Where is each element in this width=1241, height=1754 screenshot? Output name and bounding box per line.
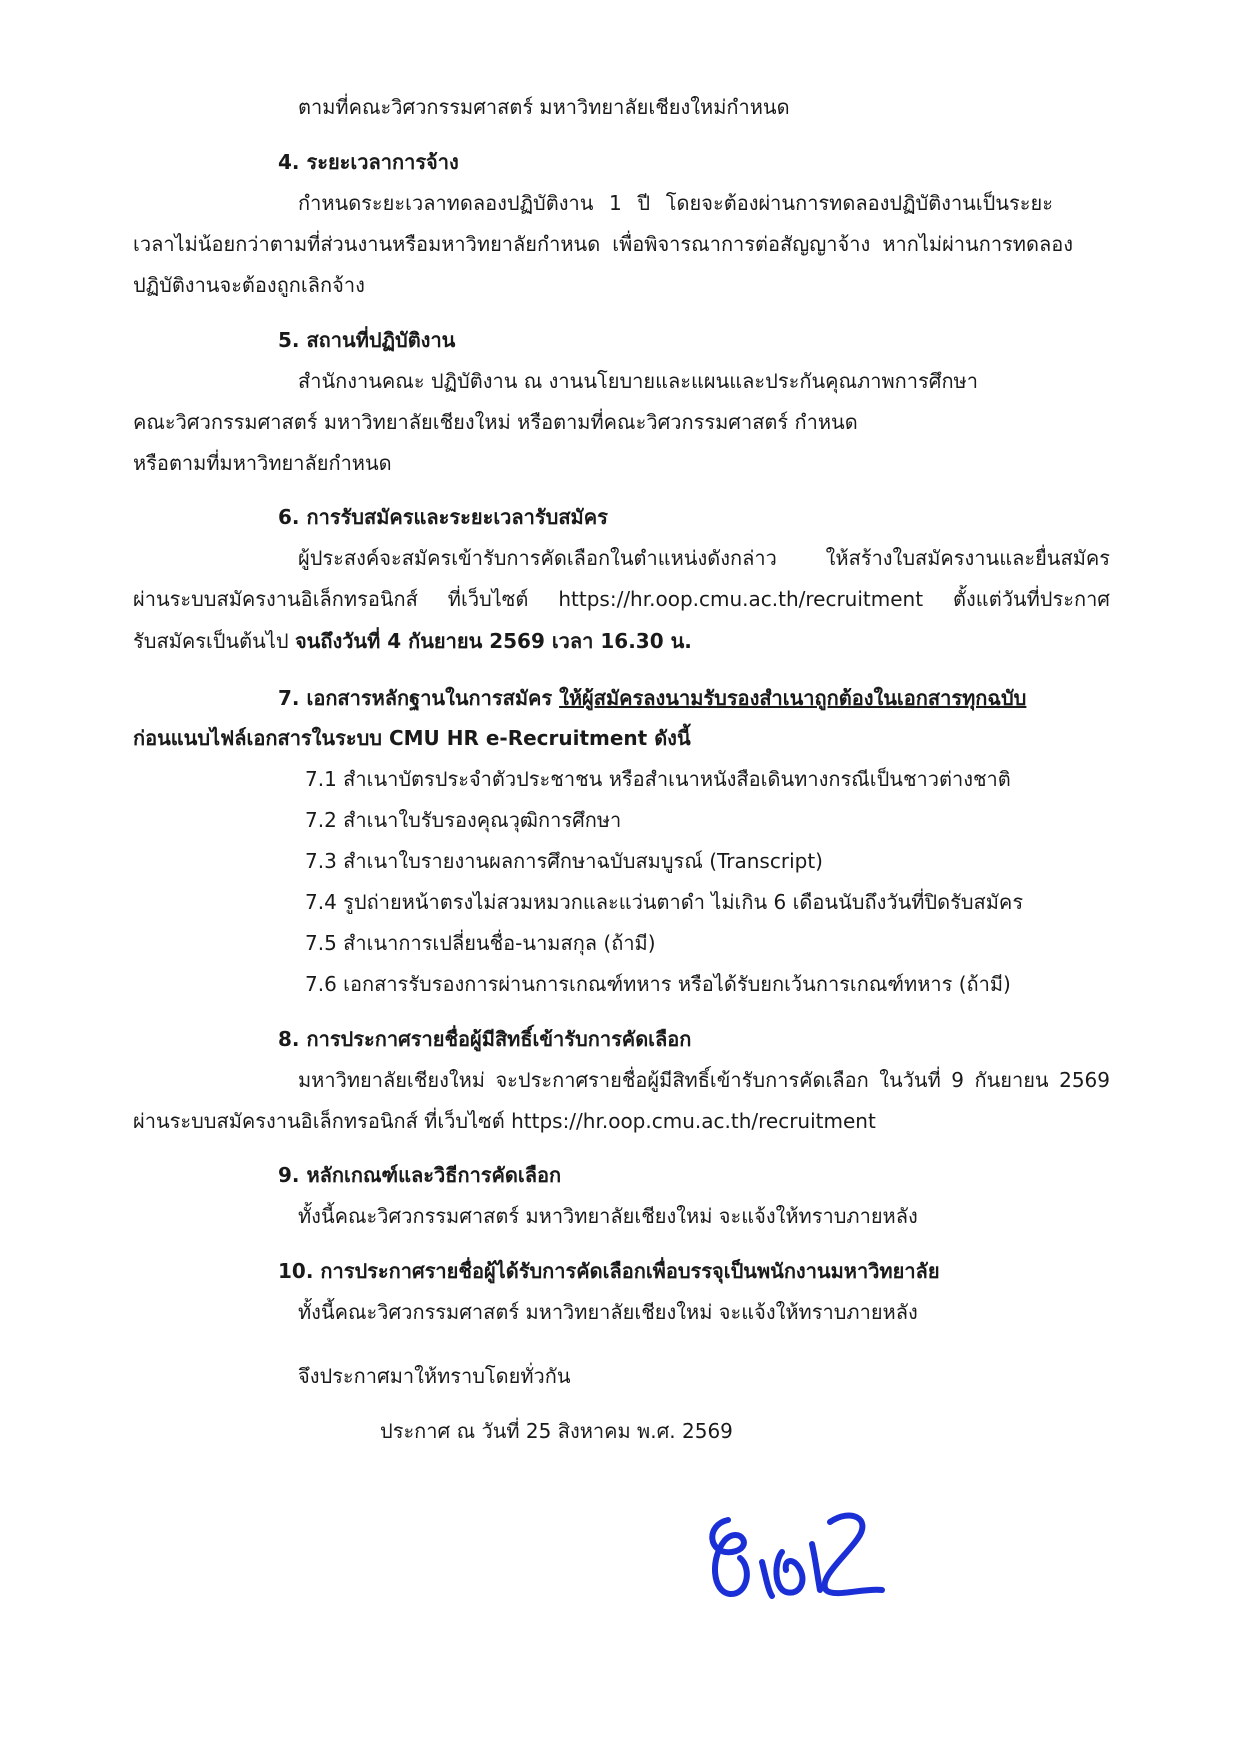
paragraph-line: เวลาไม่น้อยกว่าตามที่ส่วนงานหรือมหาวิทยาลัยกำหนด เพื่อพิจารณาการต่อสัญญาจ้าง หากไม่ผ่านการทดลอง: [133, 232, 1073, 256]
announcement-date: ประกาศ ณ วันที่ 25 สิงหาคม พ.ศ. 2569: [380, 1419, 733, 1443]
section-7-heading-text: 7. เอกสารหลักฐานในการสมัคร: [278, 686, 560, 710]
section-7-underlined-text: ให้ผู้สมัครลงนามรับรองสำเนาถูกต้องในเอกสารทุกฉบับ: [559, 686, 1027, 710]
section-6-heading: 6. การรับสมัครและระยะเวลารับสมัคร: [278, 505, 608, 529]
section-7-heading: [278, 683, 1026, 713]
paragraph-line: ผู้ประสงค์จะสมัครเข้ารับการคัดเลือกในตำแหน่งดังกล่าว ให้สร้างใบสมัครงานและยื่นสมัคร: [298, 546, 1110, 570]
section-7-heading-cont: ก่อนแนบไฟล์เอกสารในระบบ CMU HR e-Recruitment ดังนี้: [133, 726, 691, 750]
paragraph-line: หรือตามที่มหาวิทยาลัยกำหนด: [133, 451, 392, 475]
signature-strokes: [712, 1515, 882, 1596]
paragraph-line: สำนักงานคณะ ปฏิบัติงาน ณ งานนโยบายและแผนและประกันคุณภาพการศึกษา: [298, 369, 978, 393]
paragraph-line: ทั้งนี้คณะวิศวกรรมศาสตร์ มหาวิทยาลัยเชียงใหม่ จะแจ้งให้ทราบภายหลัง: [298, 1204, 918, 1228]
list-item: 7.1 สำเนาบัตรประจำตัวประชาชน หรือสำเนาหนังสือเดินทางกรณีเป็นชาวต่างชาติ: [305, 767, 1011, 791]
signature-drawing: [700, 1500, 900, 1610]
closing-line: จึงประกาศมาให้ทราบโดยทั่วกัน: [298, 1364, 571, 1388]
paragraph-line: กำหนดระยะเวลาทดลองปฏิบัติงาน 1 ปี โดยจะต้องผ่านการทดลองปฏิบัติงานเป็นระยะ: [298, 191, 1053, 215]
paragraph-text: รับสมัครเป็นต้นไป: [133, 629, 295, 653]
section-10-heading: 10. การประกาศรายชื่อผู้ได้รับการคัดเลือกเพื่อบรรจุเป็นพนักงานมหาวิทยาลัย: [278, 1259, 940, 1283]
section-8-heading: 8. การประกาศรายชื่อผู้มีสิทธิ์เข้ารับการคัดเลือก: [278, 1027, 692, 1051]
list-item: 7.6 เอกสารรับรองการผ่านการเกณฑ์ทหาร หรือได้รับยกเว้นการเกณฑ์ทหาร (ถ้ามี): [305, 972, 1011, 996]
list-item: 7.2 สำเนาใบรับรองคุณวุฒิการศึกษา: [305, 808, 622, 832]
paragraph-line: [133, 626, 692, 656]
paragraph-line: ผ่านระบบสมัครงานอิเล็กทรอนิกส์ ที่เว็บไซต์ https://hr.oop.cmu.ac.th/recruitment: [133, 1109, 876, 1133]
deadline-text: จนถึงวันที่ 4 กันยายน 2569 เวลา 16.30 น.: [294, 629, 692, 653]
list-item: 7.3 สำเนาใบรายงานผลการศึกษาฉบับสมบูรณ์ (Transcript): [305, 849, 823, 873]
paragraph-line: มหาวิทยาลัยเชียงใหม่ จะประกาศรายชื่อผู้มีสิทธิ์เข้ารับการคัดเลือก ในวันที่ 9 กันยายน 2569: [298, 1068, 1110, 1092]
paragraph-line: คณะวิศวกรรมศาสตร์ มหาวิทยาลัยเชียงใหม่ หรือตามที่คณะวิศวกรรมศาสตร์ กำหนด: [133, 410, 858, 434]
section-9-heading: 9. หลักเกณฑ์และวิธีการคัดเลือก: [278, 1163, 562, 1187]
list-item: 7.4 รูปถ่ายหน้าตรงไม่สวมหมวกและแว่นตาดำ ไม่เกิน 6 เดือนนับถึงวันที่ปิดรับสมัคร: [305, 890, 1024, 914]
list-item: 7.5 สำเนาการเปลี่ยนชื่อ-นามสกุล (ถ้ามี): [305, 931, 656, 955]
paragraph-line: ปฏิบัติงานจะต้องถูกเลิกจ้าง: [133, 273, 365, 297]
section-4-heading: 4. ระยะเวลาการจ้าง: [278, 150, 459, 174]
section-5-heading: 5. สถานที่ปฏิบัติงาน: [278, 328, 456, 352]
paragraph-line: ทั้งนี้คณะวิศวกรรมศาสตร์ มหาวิทยาลัยเชียงใหม่ จะแจ้งให้ทราบภายหลัง: [298, 1300, 918, 1324]
signature: [700, 1500, 900, 1610]
paragraph-line: ผ่านระบบสมัครงานอิเล็กทรอนิกส์ ที่เว็บไซต์ https://hr.oop.cmu.ac.th/recruitment ตั้งแต่วันที่ประกาศ: [133, 587, 1110, 611]
paragraph-line: ตามที่คณะวิศวกรรมศาสตร์ มหาวิทยาลัยเชียงใหม่กำหนด: [298, 95, 790, 119]
